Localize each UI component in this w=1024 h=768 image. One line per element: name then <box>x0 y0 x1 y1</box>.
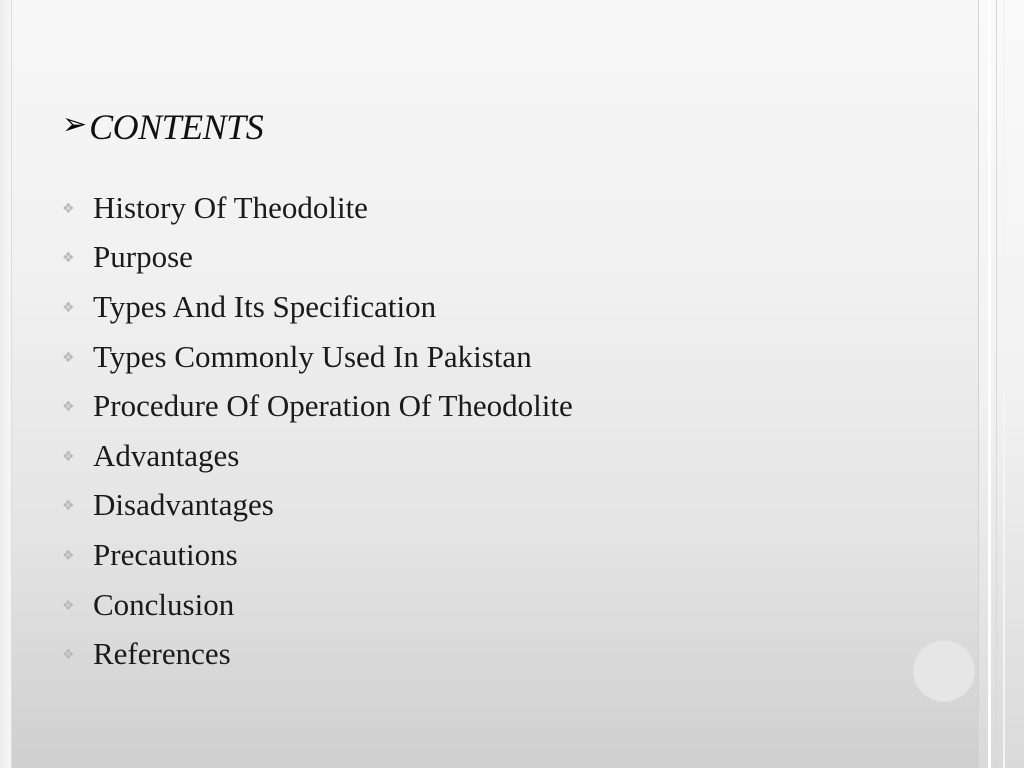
list-item-label: History Of Theodolite <box>93 189 368 225</box>
decorative-circle <box>913 640 975 702</box>
list-item <box>62 233 573 283</box>
four-diamond-bullet-icon: ❖ <box>62 399 75 416</box>
list-item <box>62 481 573 531</box>
list-item-label: Types And Its Specification <box>93 288 437 324</box>
list-item <box>62 629 573 679</box>
four-diamond-bullet-icon: ❖ <box>62 547 75 564</box>
slide-right-border <box>978 0 1024 768</box>
four-diamond-bullet-icon: ❖ <box>62 448 75 465</box>
list-item <box>62 282 573 332</box>
list-item-label: References <box>93 636 231 672</box>
list-item-label: Disadvantages <box>93 487 274 523</box>
list-item <box>62 580 573 630</box>
four-diamond-bullet-icon: ❖ <box>62 200 75 217</box>
arrowhead-bullet-icon: ➢ <box>62 107 88 142</box>
right-decorative-line <box>996 0 997 768</box>
four-diamond-bullet-icon: ❖ <box>62 597 75 614</box>
list-item-label: Purpose <box>93 239 193 275</box>
list-item <box>62 381 573 431</box>
slide-title: CONTENTS <box>89 107 264 147</box>
four-diamond-bullet-icon: ❖ <box>62 647 75 664</box>
list-item-label: Advantages <box>93 437 240 473</box>
slide-title-row <box>62 102 263 152</box>
list-item <box>62 431 573 481</box>
four-diamond-bullet-icon: ❖ <box>62 349 75 366</box>
four-diamond-bullet-icon: ❖ <box>62 250 75 267</box>
list-item <box>62 332 573 382</box>
list-item-label: Precautions <box>93 536 238 572</box>
list-item-label: Conclusion <box>93 586 235 622</box>
right-decorative-line <box>988 0 991 768</box>
list-item <box>62 183 573 233</box>
slide-left-border <box>0 0 12 768</box>
list-item-label: Types Commonly Used In Pakistan <box>93 338 532 374</box>
list-item <box>62 530 573 580</box>
four-diamond-bullet-icon: ❖ <box>62 299 75 316</box>
right-decorative-line <box>1003 0 1005 768</box>
list-item-label: Procedure Of Operation Of Theodolite <box>93 388 573 424</box>
contents-list <box>62 183 573 679</box>
four-diamond-bullet-icon: ❖ <box>62 498 75 515</box>
